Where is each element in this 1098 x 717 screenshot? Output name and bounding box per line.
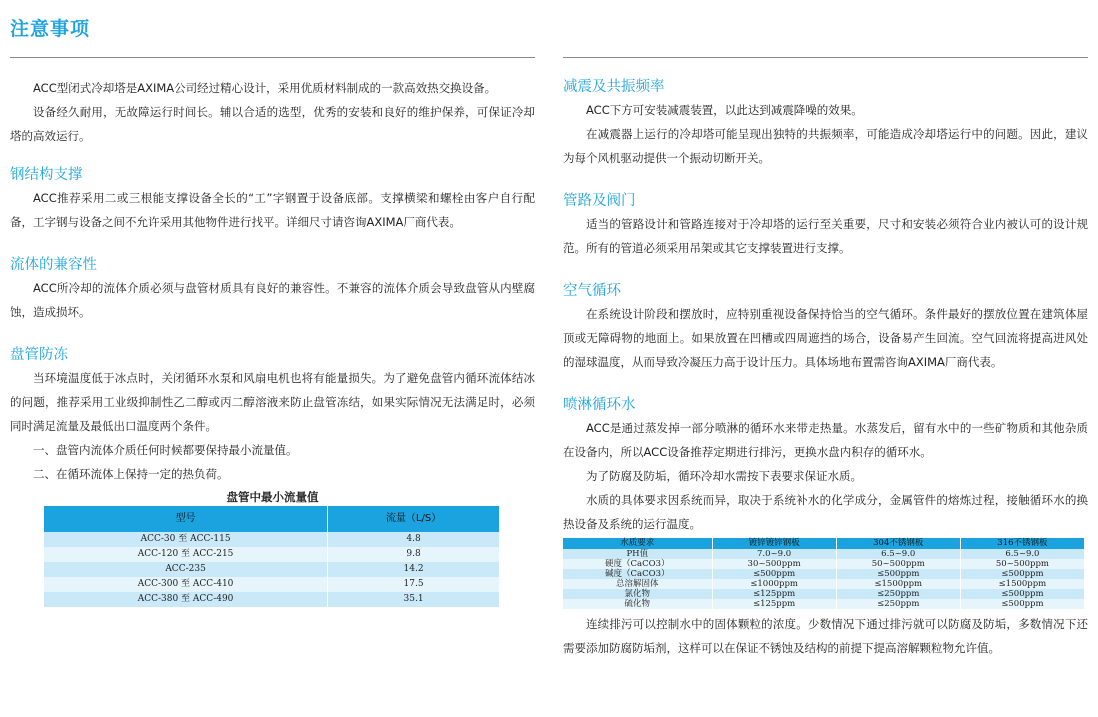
freeze-heading: 盘管防冻 [10, 347, 68, 363]
flow-value-cell: 17.5 [328, 577, 500, 592]
spray-paragraph-3: 水质的具体要求因系统而异，取决于系统补水的化学成分，金属管件的熔炼过程，接触循环水的换热设备及系统的运行温度。 [563, 493, 1088, 531]
left-divider [10, 57, 535, 58]
table-row [44, 532, 500, 547]
water-value-cell: ≤125ppm [712, 589, 836, 599]
freeze-item-1: 一、盘管内流体介质任何时候都要保持最小流量值。 [33, 443, 298, 457]
water-param-cell: 硫化物 [563, 599, 712, 609]
water-value-cell: ≤1500ppm [836, 579, 960, 589]
steel-support-heading: 钢结构支撑 [10, 167, 83, 183]
flow-value-cell: 9.8 [328, 547, 500, 562]
table-row [44, 592, 500, 607]
steel-support-body: ACC推荐采用二或三根能支撑设备全长的“工”字钢置于设备底部。支撑横梁和螺栓由客户自行配备，工字钢与设备之间不允许采用其他物件进行找平。详细尺寸请咨询AXIMA厂商代表。 [10, 191, 535, 229]
freeze-body: 当环境温度低于冰点时，关闭循环水泵和风扇电机也将有能量损失。为了避免盘管内循环流体结冰的问题，推荐采用工业级抑制性乙二醇或丙二醇溶液来防止盘管冻结，如果实际情况无法满足时，必须同时满足流量及最低出口温度两个条件。 [10, 371, 535, 433]
spray-water-heading: 喷淋循环水 [563, 397, 636, 413]
piping-heading: 管路及阀门 [563, 193, 636, 209]
spray-paragraph-4: 连续排污可以控制水中的固体颗粒的浓度。少数情况下通过排污就可以防腐及防垢，多数情况下还需要添加防腐防垢剂，这样可以在保证不锈蚀及结构的前提下提高溶解颗粒物允许值。 [563, 617, 1088, 655]
water-value-cell: 50~500ppm [960, 559, 1084, 569]
vibration-paragraph-2: 在减震器上运行的冷却塔可能呈现出独特的共振频率，可能造成冷却塔运行中的问题。因此，建议为每个风机驱动提供一个振动切断开关。 [563, 127, 1088, 165]
vibration-heading: 减震及共振频率 [563, 79, 665, 95]
table-row [44, 562, 500, 577]
water-value-cell: ≤500ppm [960, 599, 1084, 609]
fluid-compat-section [10, 254, 535, 324]
freeze-section [10, 344, 535, 607]
flow-model-cell: ACC-30 至 ACC-115 [44, 532, 328, 547]
table-row [44, 547, 500, 562]
water-quality-table [563, 538, 1085, 609]
table-row [563, 549, 1085, 559]
min-flow-table [44, 506, 500, 607]
air-circulation-body: 在系统设计阶段和摆放时，应特别重视设备保持恰当的空气循环。条件最好的摆放位置在建筑体屋顶或无障碍物的地面上。如果放置在凹槽或四周遮挡的场合，设备易产生回流。空气回流将提高进风处的湿球温度，从而导致冷凝压力高于设计压力。具体场地布置需咨询AXIMA厂商代表。 [563, 307, 1088, 369]
air-circulation-heading: 空气循环 [563, 283, 621, 299]
flow-model-cell: ACC-235 [44, 562, 328, 577]
steel-support-section [10, 164, 535, 234]
fluid-compat-heading: 流体的兼容性 [10, 257, 97, 273]
water-value-cell: 30~500ppm [712, 559, 836, 569]
flow-model-cell: ACC-380 至 ACC-490 [44, 592, 328, 607]
spray-paragraph-2: 为了防腐及防垢，循环冷却水需按下表要求保证水质。 [586, 469, 862, 483]
water-table-header-galvanized: 镀锌镀锌钢板 [712, 538, 836, 549]
right-divider [563, 57, 1088, 58]
spray-water-section [563, 394, 1088, 660]
left-column [10, 64, 535, 607]
flow-value-cell: 4.8 [328, 532, 500, 547]
table-row [563, 599, 1085, 609]
flow-model-cell: ACC-300 至 ACC-410 [44, 577, 328, 592]
flow-table-header-model: 型号 [44, 506, 328, 532]
table-row [563, 589, 1085, 599]
table-row [44, 577, 500, 592]
flow-model-cell: ACC-120 至 ACC-215 [44, 547, 328, 562]
fluid-compat-body: ACC所冷却的流体介质必须与盘管材质具有良好的兼容性。不兼容的流体介质会导致盘管从内壁腐蚀，造成损坏。 [10, 281, 535, 319]
water-param-cell: PH值 [563, 549, 712, 559]
water-param-cell: 总溶解固体 [563, 579, 712, 589]
intro-paragraph-1: ACC型闭式冷却塔是AXIMA公司经过精心设计，采用优质材料制成的一款高效热交换设备。 [33, 81, 497, 95]
piping-body: 适当的管路设计和管路连接对于冷却塔的运行至关重要，尺寸和安装必须符合业内被认可的设计规范。所有的管道必须采用吊架或其它支撑装置进行支撑。 [563, 217, 1088, 255]
table-row [563, 569, 1085, 579]
flow-table-title: 盘管中最小流量值 [226, 490, 319, 504]
intro-section [10, 76, 535, 148]
vibration-paragraph-1: ACC下方可安装减震装置，以此达到减震降噪的效果。 [586, 103, 863, 117]
right-column [563, 64, 1088, 660]
water-param-cell: 硬度（CaCO3） [563, 559, 712, 569]
table-row [563, 559, 1085, 569]
flow-value-cell: 35.1 [328, 592, 500, 607]
water-value-cell: 50~500ppm [836, 559, 960, 569]
piping-section [563, 190, 1088, 260]
vibration-section [563, 76, 1088, 170]
intro-paragraph-2: 设备经久耐用，无故障运行时间长。辅以合适的选型，优秀的安装和良好的维护保养，可保证冷却塔的高效运行。 [10, 105, 535, 143]
water-value-cell: ≤500ppm [836, 569, 960, 579]
page-title: 注意事项 [10, 18, 91, 40]
water-table-header-316: 316不锈钢板 [960, 538, 1084, 549]
flow-value-cell: 14.2 [328, 562, 500, 577]
freeze-item-2: 二、在循环流体上保持一定的热负荷。 [33, 467, 229, 481]
water-value-cell: 6.5~9.0 [960, 549, 1084, 559]
water-value-cell: ≤500ppm [960, 589, 1084, 599]
water-value-cell: ≤250ppm [836, 599, 960, 609]
water-value-cell: ≤1500ppm [960, 579, 1084, 589]
water-value-cell: 7.0~9.0 [712, 549, 836, 559]
water-value-cell: ≤125ppm [712, 599, 836, 609]
table-row [563, 579, 1085, 589]
water-table-header-304: 304不锈钢板 [836, 538, 960, 549]
water-table-header-requirement: 水质要求 [563, 538, 712, 549]
spray-paragraph-1: ACC是通过蒸发掉一部分喷淋的循环水来带走热量。水蒸发后，留有水中的一些矿物质和其他杂质在设备内，所以ACC设备推荐定期进行排污，更换水盘内积存的循环水。 [563, 421, 1088, 459]
water-value-cell: ≤1000ppm [712, 579, 836, 589]
air-circulation-section [563, 280, 1088, 374]
water-param-cell: 氯化物 [563, 589, 712, 599]
water-value-cell: ≤500ppm [960, 569, 1084, 579]
water-value-cell: ≤500ppm [712, 569, 836, 579]
water-param-cell: 碱度（CaCO3） [563, 569, 712, 579]
water-value-cell: ≤250ppm [836, 589, 960, 599]
water-value-cell: 6.5~9.0 [836, 549, 960, 559]
flow-table-header-flow: 流量（L/S） [328, 506, 500, 532]
